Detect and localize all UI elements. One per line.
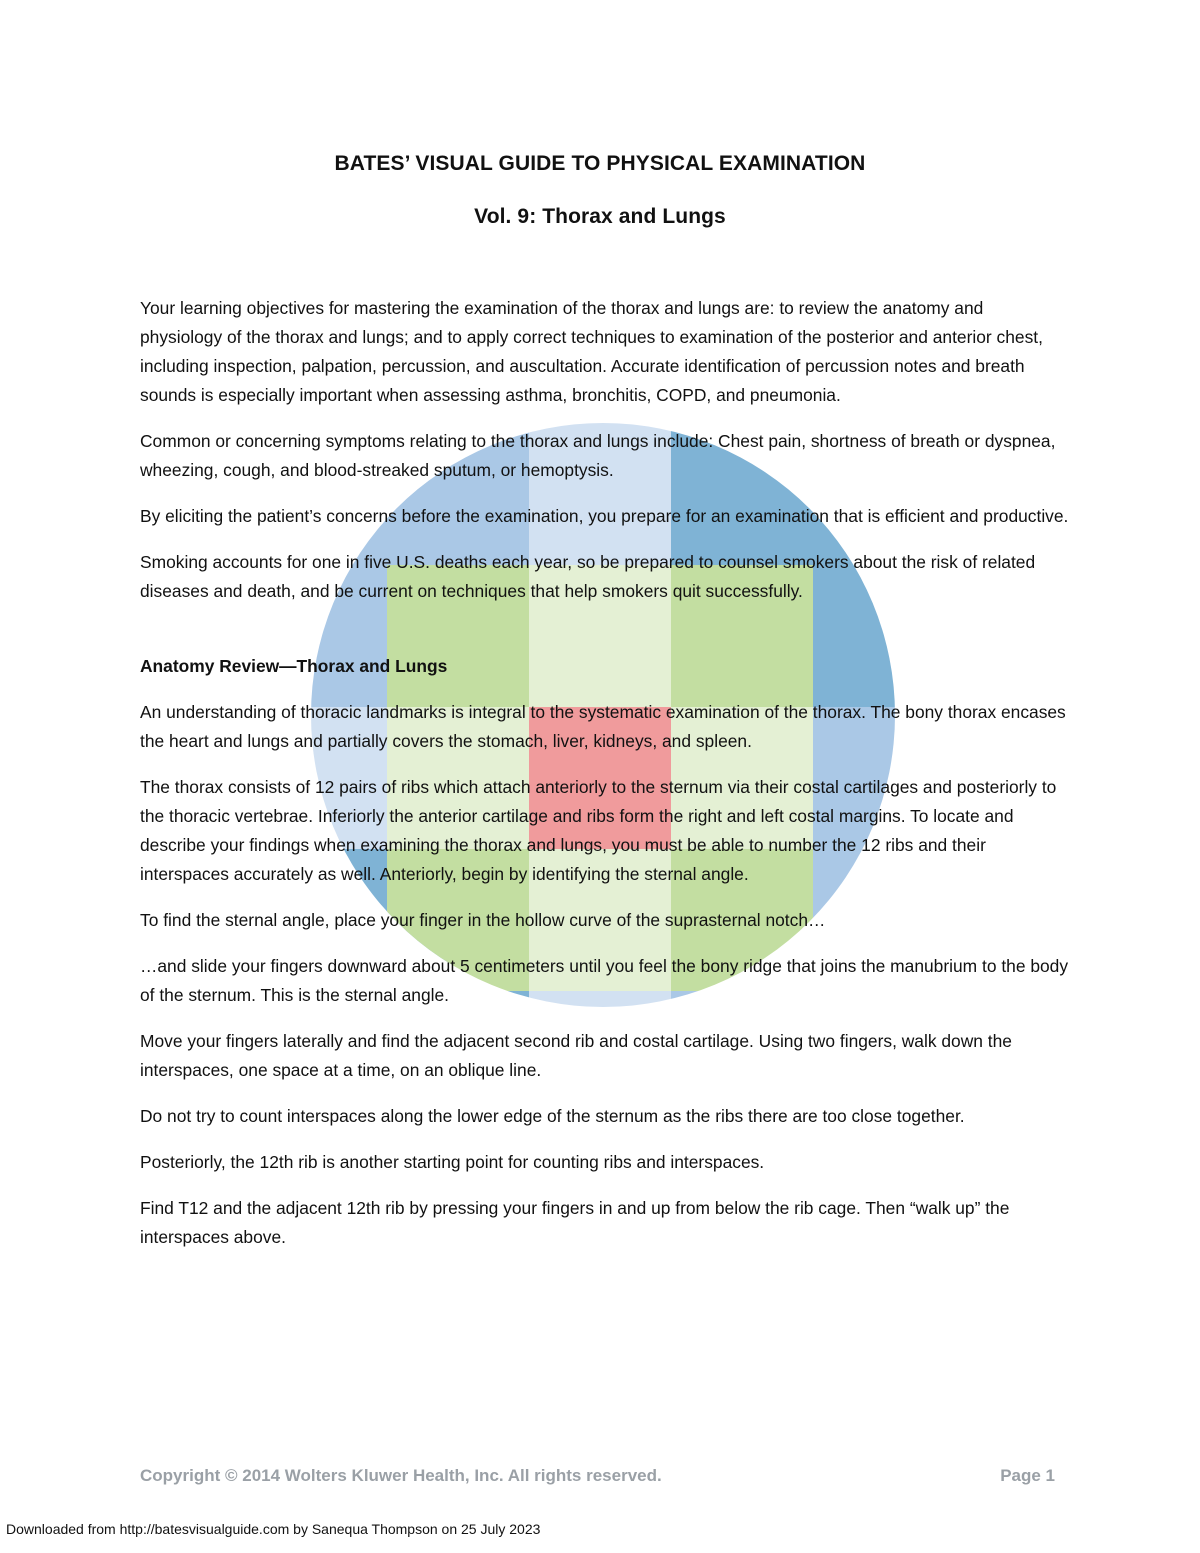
document-title: BATES’ VISUAL GUIDE TO PHYSICAL EXAMINATION <box>334 152 866 175</box>
intro-paragraph-1: Your learning objectives for mastering the examination of the thorax and lungs are: to review the anatomy and physiology of the thorax and lungs; and to apply correct techniques to examination of the posterior and anterior chest, including inspection, palpation, percussion, and auscultation. Accurate identification of percussion notes and breath sounds is especially important when assessing asthma, bronchitis, COPD, and pneumonia. <box>140 298 1043 405</box>
document-subtitle: Vol. 9: Thorax and Lungs <box>474 205 726 228</box>
copyright-text: Copyright © 2014 Wolters Kluwer Health, Inc. All rights reserved. <box>140 1466 662 1485</box>
anatomy-paragraph-3: To find the sternal angle, place your finger in the hollow curve of the suprasternal notch… <box>140 910 826 930</box>
intro-paragraph-2: Common or concerning symptoms relating to the thorax and lungs include: Chest pain, shortness of breath or dyspnea, wheezing, cough, and blood-streaked sputum, or hemoptysis. <box>140 431 1056 480</box>
document-body <box>140 294 1070 1269</box>
anatomy-paragraph-8: Find T12 and the adjacent 12th rib by pressing your fingers in and up from below the rib cage. Then “walk up” the interspaces above. <box>140 1198 1010 1247</box>
page-number: Page 1 <box>1000 1466 1055 1485</box>
download-note: Downloaded from http://batesvisualguide.com by Sanequa Thompson on 25 July 2023 <box>6 1521 541 1537</box>
anatomy-paragraph-2: The thorax consists of 12 pairs of ribs which attach anteriorly to the sternum via their costal cartilages and posteriorly to the thoracic vertebrae. Inferiorly the anterior cartilage and ribs form the right and left costal margins. To locate and describe your findings when examining the thorax and lungs, you must be able to number the 12 ribs and their interspaces accurately as well. Anteriorly, begin by identifying the sternal angle. <box>140 777 1057 884</box>
anatomy-paragraph-7: Posteriorly, the 12th rib is another starting point for counting ribs and interspaces. <box>140 1152 765 1172</box>
anatomy-paragraph-1: An understanding of thoracic landmarks is integral to the systematic examination of the thorax. The bony thorax encases the heart and lungs and partially covers the stomach, liver, kidneys, and spleen. <box>140 702 1066 751</box>
section-heading: Anatomy Review—Thorax and Lungs <box>140 656 448 676</box>
intro-paragraph-4: Smoking accounts for one in five U.S. deaths each year, so be prepared to counsel smokers about the risk of related diseases and death, and be current on techniques that help smokers quit successfully. <box>140 552 1036 601</box>
anatomy-paragraph-4: …and slide your fingers downward about 5 centimeters until you feel the bony ridge that joins the manubrium to the body of the sternum. This is the sternal angle. <box>140 956 1069 1005</box>
anatomy-paragraph-5: Move your fingers laterally and find the adjacent second rib and costal cartilage. Using two fingers, walk down the interspaces, one space at a time, on an oblique line. <box>140 1031 1012 1080</box>
intro-paragraph-3: By eliciting the patient’s concerns before the examination, you prepare for an examination that is efficient and productive. <box>140 506 1069 526</box>
anatomy-paragraph-6: Do not try to count interspaces along the lower edge of the sternum as the ribs there are too close together. <box>140 1106 965 1126</box>
